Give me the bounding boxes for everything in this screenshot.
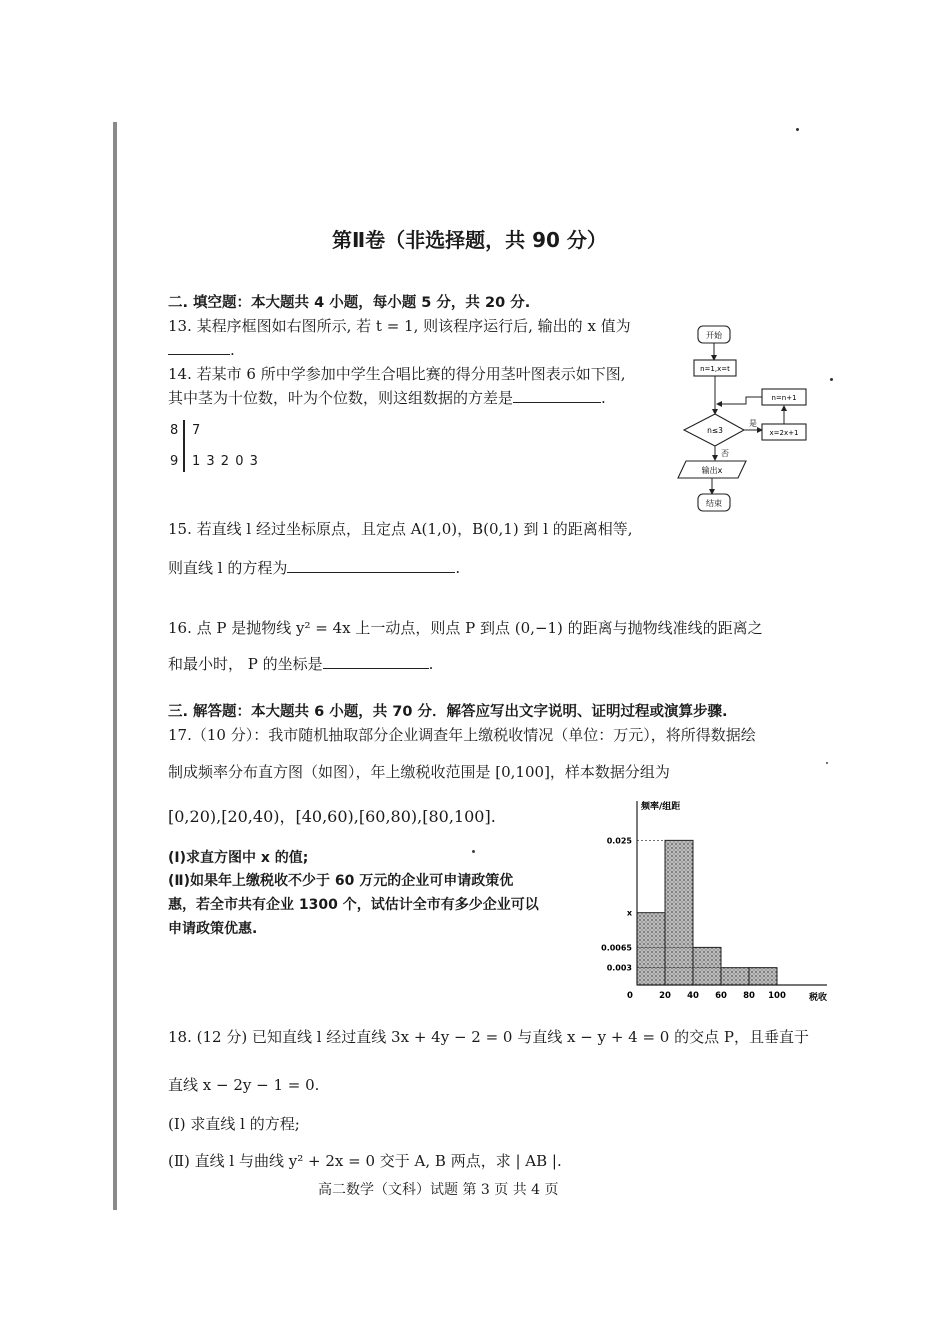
flow-init-label: n=1,x=t: [700, 365, 730, 373]
y-axis-label: 频率/组距: [641, 802, 681, 812]
x-tick-label: 100: [768, 991, 786, 1001]
y-tick-label: 0.025: [606, 836, 632, 846]
page-title: 第Ⅱ卷（非选择题，共 90 分）: [332, 228, 607, 252]
q17-part2c: 申请政策优惠.: [168, 921, 258, 937]
q17-part1: (Ⅰ)求直方图中 x 的值;: [168, 850, 309, 866]
flow-condition-label: n≤3: [707, 426, 723, 435]
q13-blank[interactable]: [168, 340, 230, 355]
q15-tail: .: [455, 559, 461, 577]
stem-8: 8: [170, 423, 179, 438]
histogram-bar: [749, 968, 777, 985]
flow-update-n-label: n=n+1: [771, 394, 797, 402]
frequency-histogram: [595, 795, 840, 1005]
q15-line1: 15. 若直线 l 经过坐标原点，且定点 A(1,0)，B(0,1) 到 l 的距离相等,: [168, 520, 633, 538]
q13-tail: .: [230, 341, 235, 359]
leaves-8: 7: [192, 423, 201, 438]
x-tick-label: 0: [627, 991, 633, 1001]
q16-line1: 16. 点 P 是抛物线 y² = 4x 上一动点，则点 P 到点 (0,−1) 的距离与抛物线准线的距离之: [168, 619, 763, 637]
q17-part2b: 惠，若全市共有企业 1300 个，试估计全市有多少企业可以: [168, 897, 539, 913]
scan-speck: [826, 762, 828, 764]
q18-part1: (Ⅰ) 求直线 l 的方程;: [168, 1115, 300, 1133]
q14-line2: [168, 388, 606, 408]
q13-answer-line: [168, 340, 235, 360]
program-flowchart: [676, 318, 816, 518]
x-tick-label: 60: [715, 991, 727, 1001]
q13-text: 13. 某程序框图如右图所示, 若 t = 1, 则该程序运行后, 输出的 x 值为: [168, 317, 631, 335]
q18-part2: (Ⅱ) 直线 l 与曲线 y² + 2x = 0 交于 A, B 两点，求 | AB |.: [168, 1152, 562, 1170]
q17-line3: [0,20),[20,40)，[40,60),[60,80),[80,100].: [168, 807, 496, 826]
x-axis-label: 税收: [809, 993, 828, 1003]
q18-line2: 直线 x − 2y − 1 = 0.: [168, 1076, 320, 1094]
scan-speck: [796, 128, 799, 131]
q16-tail: .: [428, 655, 434, 673]
q14-tail: .: [601, 389, 606, 407]
leaves-9: 1 3 2 0 3: [192, 454, 259, 469]
q17-line2: 制成频率分布直方图（如图），年上缴税收范围是 [0,100]，样本数据分组为: [168, 763, 670, 781]
y-tick-label: 0.0065: [601, 943, 632, 953]
y-tick-label: x: [626, 908, 632, 918]
q14-line2-text: 其中茎为十位数，叶为个位数，则这组数据的方差是: [168, 389, 514, 407]
histogram-bar: [721, 968, 749, 985]
y-tick-label: 0.003: [606, 963, 632, 973]
scan-speck: [472, 850, 475, 853]
q17-line1: 17.（10 分）：我市随机抽取部分企业调查年上缴税收情况（单位：万元），将所得数据绘: [168, 726, 756, 744]
stem-leaf-divider: [183, 420, 185, 472]
q17-part2a: (Ⅱ)如果年上缴税收不少于 60 万元的企业可申请政策优: [168, 873, 514, 889]
section3-heading: 三. 解答题：本大题共 6 小题，共 70 分．解答应写出文字说明、证明过程或演算步骤.: [168, 704, 728, 720]
flow-no-label: 否: [721, 449, 729, 458]
q15-blank[interactable]: [287, 558, 455, 573]
q16-line2-text: 和最小时， P 的坐标是: [168, 655, 323, 673]
q14-line1: 14. 若某市 6 所中学参加中学生合唱比赛的得分用茎叶图表示如下图,: [168, 365, 626, 383]
histogram-bar: [637, 913, 665, 985]
histogram-bar: [665, 840, 693, 985]
flow-yes-label: 是: [749, 419, 757, 428]
scan-speck: [830, 378, 833, 381]
q18-line1: 18. (12 分) 已知直线 l 经过直线 3x + 4y − 2 = 0 与直线 x − y + 4 = 0 的交点 P，且垂直于: [168, 1028, 809, 1046]
q16-blank[interactable]: [323, 654, 429, 669]
q15-line2: [168, 558, 460, 578]
scan-edge: [113, 122, 117, 1210]
q14-blank[interactable]: [513, 388, 601, 403]
q15-line2-text: 则直线 l 的方程为: [168, 559, 288, 577]
stem-9: 9: [170, 454, 179, 469]
x-tick-label: 80: [743, 991, 755, 1001]
x-tick-label: 40: [687, 991, 699, 1001]
flow-update-x-label: x=2x+1: [769, 429, 799, 437]
flow-output-label: 输出x: [701, 466, 723, 475]
x-tick-label: 20: [659, 991, 671, 1001]
q16-line2: [168, 654, 433, 674]
flow-start-label: 开始: [706, 331, 722, 340]
flow-end-label: 结束: [706, 499, 722, 508]
histogram-bar: [693, 947, 721, 985]
section2-heading: 二. 填空题：本大题共 4 小题，每小题 5 分，共 20 分.: [168, 295, 531, 311]
page-footer: 高二数学（文科）试题 第 3 页 共 4 页: [318, 1182, 559, 1198]
